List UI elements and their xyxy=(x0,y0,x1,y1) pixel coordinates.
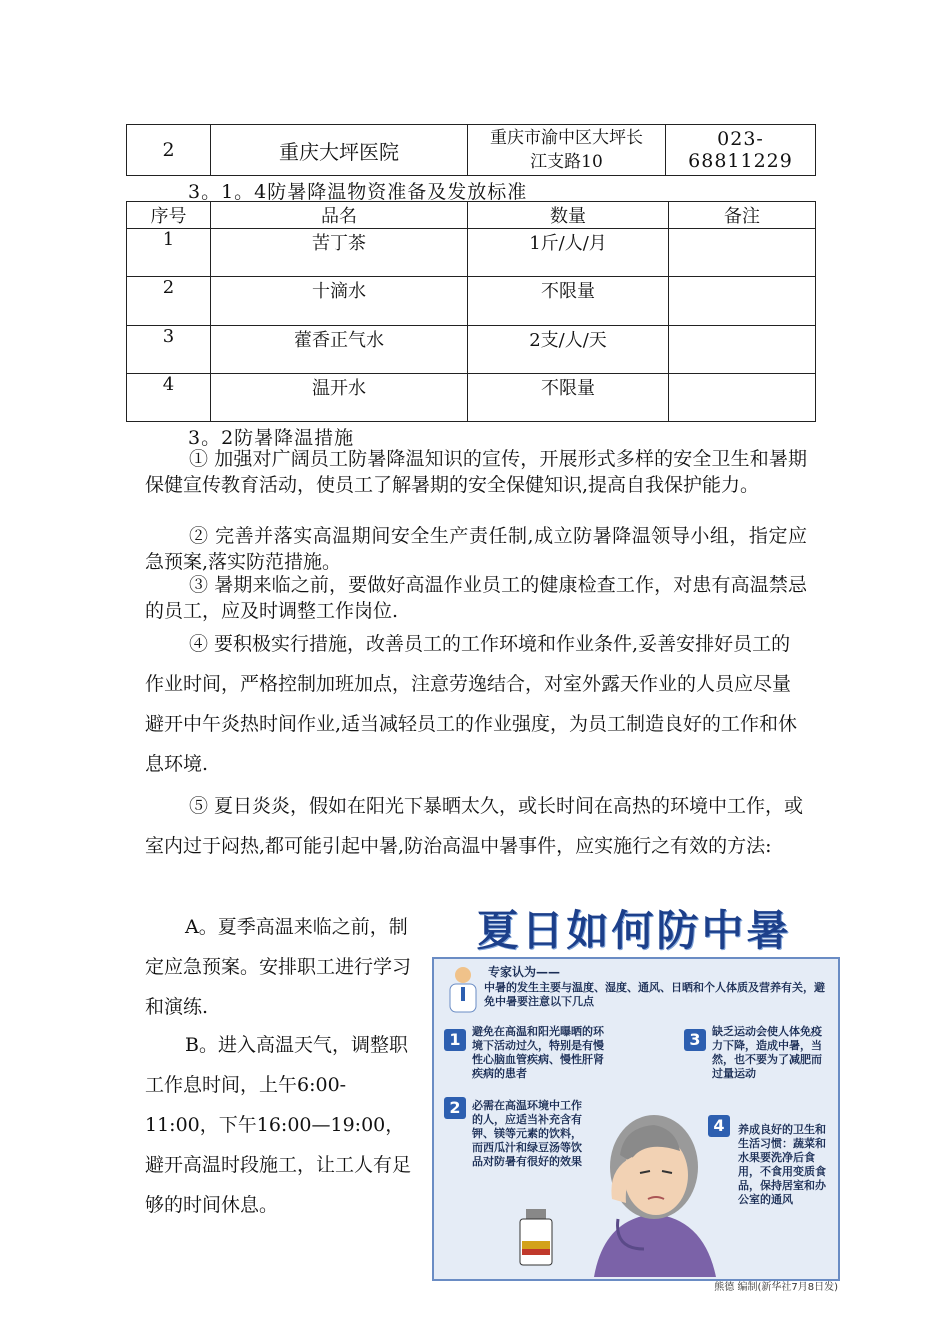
method-a: A。夏季高温来临之前，制定应急预案。安排职工进行学习和演练. xyxy=(145,916,412,1018)
infographic-panel xyxy=(432,957,840,1281)
table-row xyxy=(127,374,816,422)
measure-4: ④ 要积极实行措施，改善员工的工作环境和作业条件,妥善安排好员工的作业时间，严格控制加班加点，注意劳逸结合，对室外露天作业的人员应尽量避开中午炎热时间作业,适当减轻员工的作业强度，为员工制造良好的工作和休息环境. xyxy=(145,633,798,775)
cell-no: 3 xyxy=(127,326,211,374)
cell-note xyxy=(669,277,816,326)
cell-qty: 不限量 xyxy=(468,374,669,422)
expert-label: 专家认为—— xyxy=(488,965,561,979)
tip-2-badge: 2 xyxy=(444,1097,466,1119)
heatstroke-infographic xyxy=(430,905,838,1293)
tip-1-text: 避免在高温和阳光曝晒的环境下活动过久，特别是有慢性心脑血管疾病、慢性肝肾疾病的患者 xyxy=(472,1025,604,1080)
cell-qty: 不限量 xyxy=(468,277,669,326)
tip-3-badge: 3 xyxy=(684,1029,706,1051)
hospital-name: 重庆大坪医院 xyxy=(211,125,468,176)
tip-3-text: 缺乏运动会使人体免疫力下降，造成中暑，当然，也不要为了减肥而过量运动 xyxy=(712,1025,822,1080)
table-row xyxy=(127,277,816,326)
cell-note xyxy=(669,326,816,374)
cell-no: 2 xyxy=(127,277,211,326)
medicine-bottle-icon xyxy=(516,1207,556,1267)
supplies-table xyxy=(126,201,816,422)
measure-1: ① 加强对广阔员工防暑降温知识的宣传，开展形式多样的安全卫生和暑期保健宣传教育活动，使员工了解暑期的安全保健知识,提高自我保护能力。 xyxy=(145,448,807,496)
measure-2: ② 完善并落实高温期间安全生产责任制,成立防暑降温领导小组，指定应急预案,落实防范措施。 xyxy=(145,525,807,573)
infographic-credit: 熊德 编制(新华社7月8日发) xyxy=(714,1282,838,1293)
hospital-no: 2 xyxy=(127,125,211,176)
table-row xyxy=(127,326,816,374)
address-line1: 重庆市渝中区大坪长 xyxy=(490,128,643,148)
section-heading-32: 3。2防暑降温措施 xyxy=(188,427,355,449)
cell-no: 1 xyxy=(127,229,211,277)
col-header-name: 品名 xyxy=(211,202,468,229)
measure-5: ⑤ 夏日炎炎，假如在阳光下暴晒太久，或长时间在高热的环境中工作，或室内过于闷热,都可能引起中暑,防治高温中暑事件，应实施行之有效的方法: xyxy=(145,795,804,857)
col-header-qty: 数量 xyxy=(468,202,669,229)
section-heading-314: 3。1。4防暑降温物资准备及发放标准 xyxy=(188,181,528,203)
tip-4-badge: 4 xyxy=(708,1115,730,1137)
method-b: B。进入高温天气，调整职工作息时间，上午6:00-11:00，下午16:00—19:00，避开高温时段施工，让工人有足够的时间休息。 xyxy=(145,1034,412,1216)
infographic-title: 夏日如何防中暑 xyxy=(476,906,792,955)
doctor-icon xyxy=(444,965,482,1017)
tip-4-text: 养成良好的卫生和生活习惯：蔬菜和水果要洗净后食用，不食用变质食品，保持居室和办公室的通风 xyxy=(738,1123,826,1206)
tip-1-badge: 1 xyxy=(444,1029,466,1051)
cell-name: 温开水 xyxy=(211,374,468,422)
address-line2: 江支路10 xyxy=(530,152,603,172)
col-header-no: 序号 xyxy=(127,202,211,229)
cell-qty: 2支/人/天 xyxy=(468,326,669,374)
measure-3: ③ 暑期来临之前，要做好高温作业员工的健康检查工作，对患有高温禁忌的员工，应及时调整工作岗位. xyxy=(145,574,807,622)
tip-2-text: 必需在高温环境中工作的人，应适当补充含有钾、镁等元素的饮料，而西瓜汁和绿豆汤等饮品对防暑有很好的效果 xyxy=(472,1099,582,1168)
cell-name: 苦丁茶 xyxy=(211,229,468,277)
cell-no: 4 xyxy=(127,374,211,422)
intro-text: 中暑的发生主要与温度、湿度、通风、日晒和个人体质及营养有关，避免中暑要注意以下几点 xyxy=(484,981,825,1008)
cell-note xyxy=(669,229,816,277)
hospital-address xyxy=(468,125,666,176)
cell-qty: 1斤/人/月 xyxy=(468,229,669,277)
col-header-note: 备注 xyxy=(669,202,816,229)
table-row xyxy=(127,229,816,277)
hospital-phone: 023-68811229 xyxy=(666,125,816,176)
hospital-table xyxy=(126,124,816,176)
sick-woman-illustration xyxy=(584,1099,724,1277)
cell-name: 十滴水 xyxy=(211,277,468,326)
cell-note xyxy=(669,374,816,422)
cell-name: 藿香正气水 xyxy=(211,326,468,374)
